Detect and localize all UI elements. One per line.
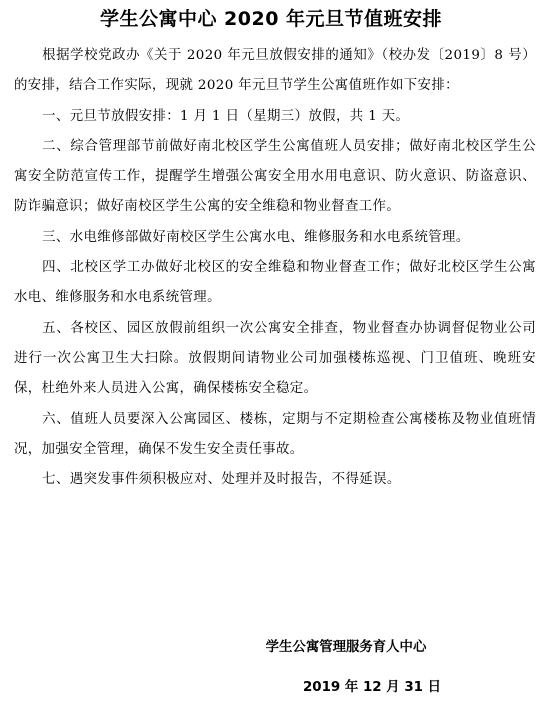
item-6-paragraph: 六、值班人员要深入公寓园区、楼栋，定期与不定期检查公寓楼栋及物业值班情况，加强安全管理，确保不发生安全责任事故。	[14, 411, 536, 457]
document-body	[14, 41, 536, 495]
signature-date: 2019 年 12 月 31 日	[302, 680, 442, 695]
document-title: 学生公寓中心 2020 年元旦节值班安排	[99, 8, 443, 30]
signature-organization: 学生公寓管理服务育人中心	[265, 640, 427, 655]
item-3-paragraph: 三、水电维修部做好南校区学生公寓水电、维修服务和水电系统管理。	[42, 229, 470, 245]
item-4-paragraph: 四、北校区学工办做好北校区的安全维稳和物业督查工作；做好北校区学生公寓水电、维修服务和水电系统管理。	[14, 260, 536, 306]
item-7-paragraph: 七、遇突发事件须积极应对、处理并及时报告，不得延误。	[42, 472, 401, 488]
item-5-paragraph: 五、各校区、园区放假前组织一次公寓安全排查，物业督查办协调督促物业公司进行一次公寓卫生大扫除。放假期间请物业公司加强楼栋巡视、门卫值班、晚班安保，杜绝外来人员进入公寓，确保楼栋安全稳定。	[14, 320, 536, 397]
item-1-paragraph: 一、元旦节放假安排：1 月 1 日（星期三）放假，共 1 天。	[42, 108, 410, 124]
intro-paragraph: 根据学校党政办《关于 2020 年元旦放假安排的通知》（校办发〔2019〕8 号）的安排，结合工作实际，现就 2020 年元旦节学生公寓值班作如下安排：	[14, 48, 536, 94]
item-2-paragraph: 二、综合管理部节前做好南北校区学生公寓值班人员安排；做好南北校区学生公寓安全防范宣传工作，提醒学生增强公寓安全用水用电意识、防火意识、防盗意识、防诈骗意识；做好南校区学生公寓的安全维稳和物业督查工作。	[14, 138, 536, 215]
